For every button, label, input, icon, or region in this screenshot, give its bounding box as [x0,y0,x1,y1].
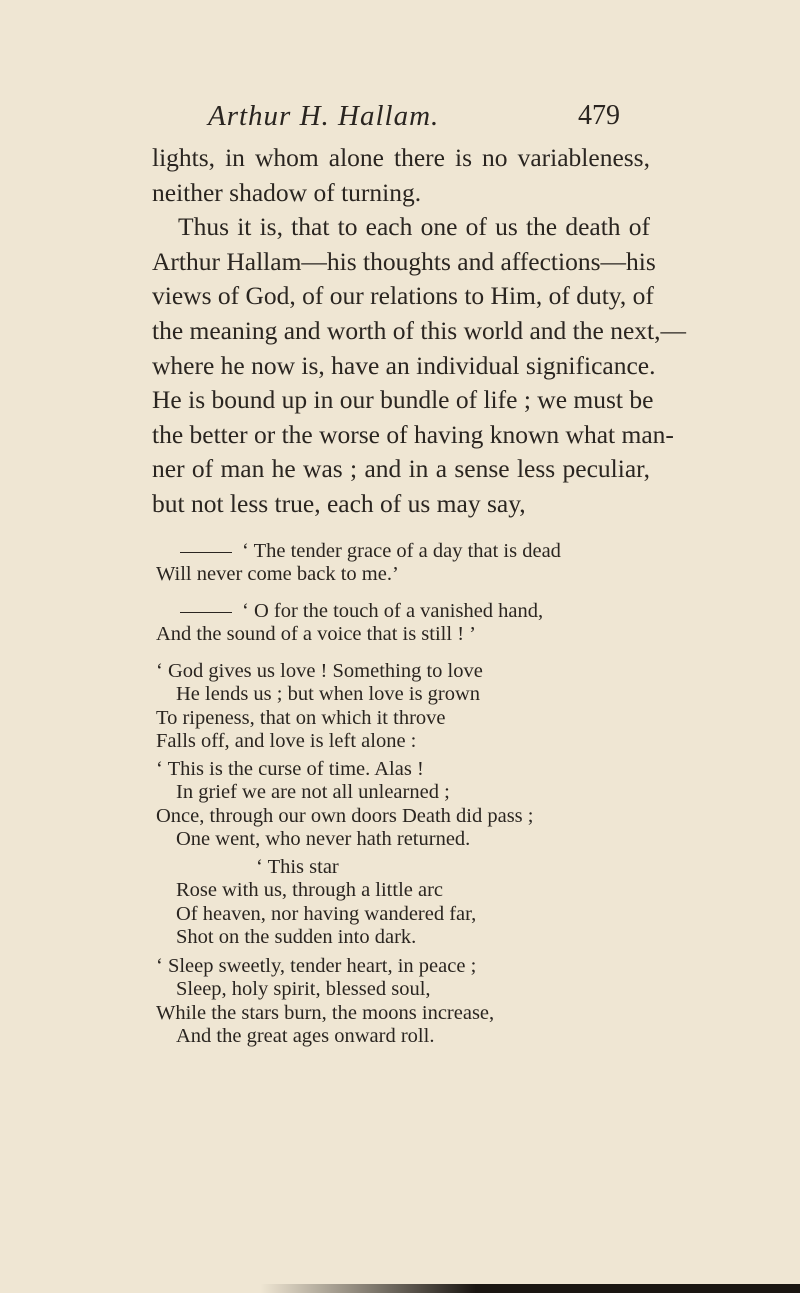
page-number: 479 [578,100,620,131]
verse-line: To ripeness, that on which it throve [156,706,446,729]
prose-line: ner of man he was ; and in a sense less peculiar, [152,454,650,484]
verse-line: ‘ God gives us love ! Something to love [156,660,483,682]
verse-line: Will never come back to me.’ [156,563,399,586]
prose-line: lights, in whom alone there is no variableness, [152,143,650,172]
verse-line: In grief we are not all unlearned ; [176,781,450,804]
prose-paragraph [152,141,686,522]
verse-line: And the great ages onward roll. [176,1025,435,1048]
verse-line: ‘ O for the touch of a vanished hand, [242,600,544,622]
verse-line: ‘ This is the curse of time. Alas ! [156,758,424,780]
verse-line: And the sound of a voice that is still ! ’ [156,623,476,646]
prose-line: He is bound up in our bundle of life ; we must be [152,385,654,415]
elision-dash [180,612,232,613]
verse-stanza [156,660,646,754]
verse-line: He lends us ; but when love is grown [176,683,481,706]
verse-stanza [156,540,646,587]
prose-line: Arthur Hallam—his thoughts and affections—his [152,246,656,276]
verse-line: One went, who never hath returned. [176,828,471,851]
verse-line: Falls off, and love is left alone : [156,730,417,753]
verse-line: Sleep, holy spirit, blessed soul, [176,978,431,1001]
verse-line-wrap [156,600,646,623]
prose-line: but not less true, each of us may say, [152,488,526,518]
verse-stanza [156,758,646,852]
verse-stanza [156,955,646,1049]
prose-line: neither shadow of turning. [152,177,422,207]
prose-line: the meaning and worth of this world and the next,— [152,315,686,345]
page-edge-shadow [260,1284,800,1293]
verse-line: Of heaven, nor having wandered far, [176,902,477,925]
prose-line: Thus it is, that to each one of us the death of [178,212,650,242]
verse-line: ‘ Sleep sweetly, tender heart, in peace ; [156,955,477,977]
prose-line: the better or the worse of having known what man- [152,419,674,449]
verse-line-wrap [156,540,646,563]
verse-line: Once, through our own doors Death did pass ; [156,804,534,827]
prose-line: where he now is, have an individual significance. [152,350,656,380]
running-head-title: Arthur H. Hallam. [208,100,440,132]
verse-stanza [156,856,646,950]
running-head [0,100,800,140]
verse-line: ‘ This star [256,856,339,878]
verse-line: While the stars burn, the moons increase, [156,1001,495,1024]
elision-dash [180,552,232,553]
verse-line: Rose with us, through a little arc [176,879,444,902]
verse-stanza [156,600,646,647]
prose-line: views of God, of our relations to Him, of duty, of [152,281,654,311]
verse-line: Shot on the sudden into dark. [176,926,417,949]
verse-line: ‘ The tender grace of a day that is dead [242,540,561,562]
